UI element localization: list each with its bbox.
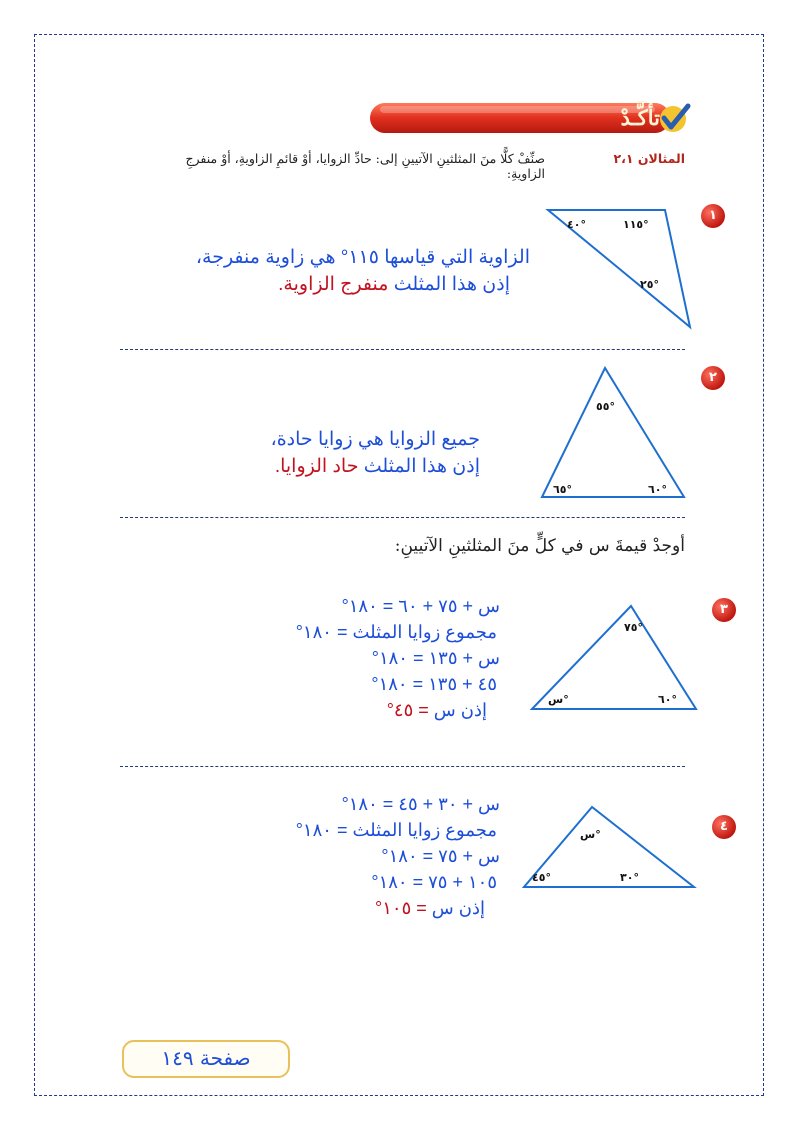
solution-3-result: = ٤٥° [386, 700, 429, 720]
angle-label: ٧٥° [624, 621, 643, 634]
solution-3 [215, 593, 500, 723]
solution-3-line: مجموع زوايا المثلث = ١٨٠° [295, 622, 497, 642]
angle-label: ٢٥° [640, 278, 659, 291]
angle-label: ٦٠° [648, 483, 667, 496]
solution-3-result-prefix: إذن س [433, 700, 487, 720]
page-number: صفحة ١٤٩ [161, 1046, 251, 1070]
answer-2 [180, 426, 480, 480]
banner-title: تأكَّـدْ [620, 105, 660, 130]
problem-number-2: ٢ [701, 366, 725, 390]
answer-1-classification: منفرج الزاوية. [278, 274, 389, 295]
solution-4-result: = ١٠٥° [375, 898, 427, 918]
solution-4-line: س + ٣٠ + ٤٥ = ١٨٠° [341, 794, 500, 814]
answer-2-prefix: إذن هذا المثلث [363, 456, 480, 477]
angle-label: ١١٥° [623, 218, 649, 231]
solution-4-result-prefix: إذن س [431, 898, 485, 918]
answer-1 [130, 244, 530, 298]
separator [120, 517, 685, 518]
angle-label: ٤٠° [567, 218, 586, 231]
solution-3-line: س + ١٣٥ = ١٨٠° [371, 648, 500, 668]
angle-label: ٥٥° [596, 400, 615, 413]
problem-number-1: ١ [701, 204, 725, 228]
angle-label: ٣٠° [620, 871, 639, 884]
angle-label: ٦٥° [553, 483, 572, 496]
triangle-2 [538, 365, 688, 505]
problem-number-3: ٣ [712, 598, 736, 622]
problem-number-4: ٤ [712, 815, 736, 839]
solution-3-line: س + ٧٥ + ٦٠ = ١٨٠° [341, 596, 500, 616]
solution-3-line: ٤٥ + ١٣٥ = ١٨٠° [371, 674, 497, 694]
triangle-1 [545, 200, 695, 330]
angle-label: ٦٠° [658, 693, 677, 706]
answer-1-line1: الزاوية التي قياسها ١١٥° هي زاوية منفرجة، [195, 247, 530, 268]
section-heading: أوجدْ قيمةَ س في كلٍّ منَ المثلثينِ الآتيينِ: [394, 536, 685, 556]
angle-label: س° [548, 693, 569, 706]
angle-label: ٤٥° [532, 871, 551, 884]
separator [120, 766, 685, 767]
page-border [34, 34, 764, 1096]
solution-4-line: ١٠٥ + ٧٥ = ١٨٠° [371, 872, 497, 892]
instruction-text: صنِّفْ كلًّا منَ المثلثينِ الآتيينِ إلى: حادِّ الزوايا، أوْ قائمِ الزاويةِ، أوْ منفرجِ الزاويةِ: [185, 151, 545, 181]
solution-4-line: س + ٧٥ = ١٨٠° [381, 846, 500, 866]
answer-1-prefix: إذن هذا المثلث [393, 274, 510, 295]
answer-2-classification: حاد الزوايا. [274, 456, 359, 477]
answer-2-line1: جميع الزوايا هي زوايا حادة، [270, 429, 480, 450]
solution-4 [215, 791, 500, 921]
examples-reference: المثالان ٢،١ [613, 151, 685, 166]
triangle-3 [528, 603, 700, 715]
angle-label: س° [580, 828, 601, 841]
separator [120, 349, 685, 350]
solution-4-line: مجموع زوايا المثلث = ١٨٠° [295, 820, 497, 840]
triangle-4 [520, 804, 698, 890]
